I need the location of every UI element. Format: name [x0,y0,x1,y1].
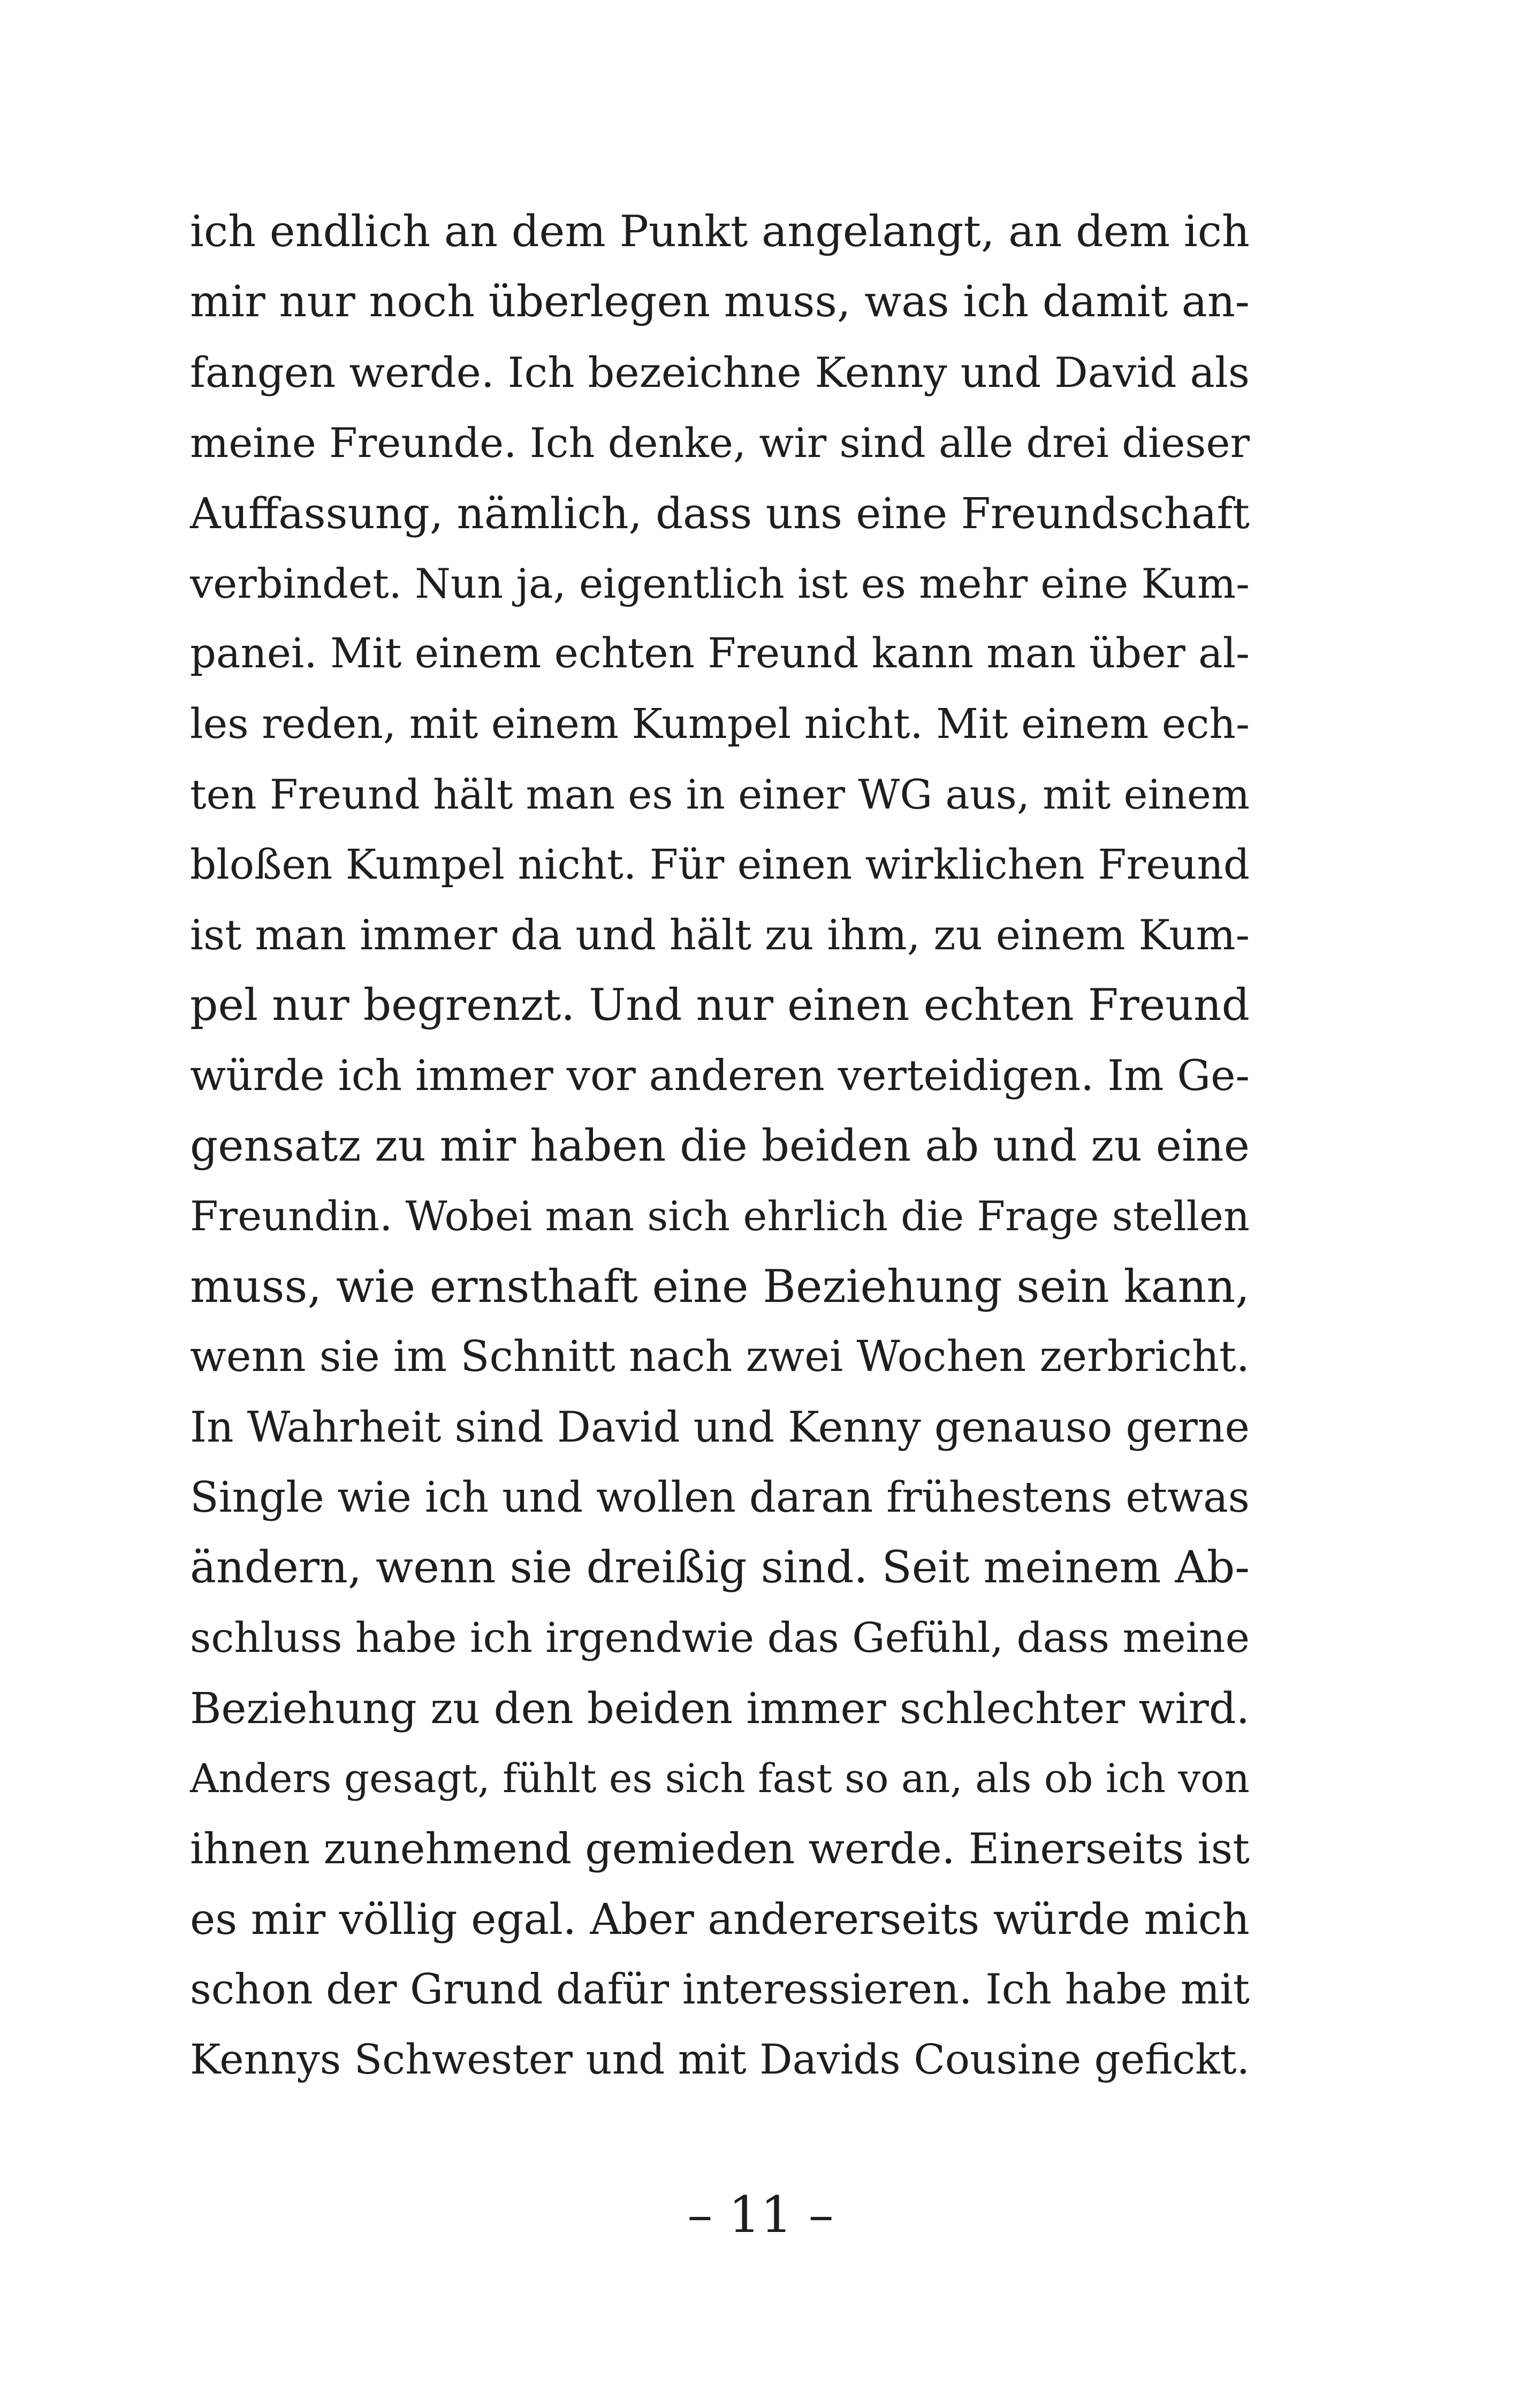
text-line: schluss habe ich irgendwie das Gefühl, dass meine [190,1614,1250,1662]
text-line: es mir völlig egal. Aber andererseits würde mich [190,1894,1250,1945]
text-line: ten Freund hält man es in einer WG aus, mit einem [190,771,1250,819]
text-line: In Wahrheit sind David und Kenny genauso gerne [190,1402,1250,1452]
text-line: Auffassung, nämlich, dass uns eine Freundschaft [190,488,1250,538]
text-line: mir nur noch überlegen muss, was ich damit an- [190,277,1250,327]
text-line: ich endlich an dem Punkt angelangt, an dem ich [190,207,1250,257]
text-line: pel nur begrenzt. Und nur einen echten Freund [190,980,1250,1031]
text-line: verbindet. Nun ja, eigentlich ist es mehr eine Kum- [190,559,1250,607]
text-line: muss, wie ernsthaft eine Beziehung sein kann, [190,1260,1250,1313]
text-line: Single wie ich und wollen daran frühestens etwas [190,1473,1250,1522]
text-line: fangen werde. Ich bezeichne Kenny und David als [190,348,1250,397]
text-line: meine Freunde. Ich denke, wir sind alle drei dieser [190,419,1250,467]
text-line: schon der Grund dafür interessieren. Ich habe mit [190,1965,1250,2014]
text-line: wenn sie im Schnitt nach zwei Wochen zerbricht. [190,1332,1250,1382]
text-line: bloßen Kumpel nicht. Für einen wirklichen Freund [190,841,1250,889]
text-line: Kennys Schwester und mit Davids Cousine gefickt. [190,2036,1250,2084]
text-line: ihnen zunehmend gemieden werde. Einerseits ist [190,1824,1250,1873]
text-line: Anders gesagt, fühlt es sich fast so an, als ob ich von [190,1756,1250,1802]
body-text [190,197,1250,2095]
text-line: les reden, mit einem Kumpel nicht. Mit einem ech- [190,700,1250,748]
text-line: Freundin. Wobei man sich ehrlich die Frage stellen [190,1192,1250,1240]
text-line: panei. Mit einem echten Freund kann man über al- [190,630,1250,678]
page-number: – 11 – [687,2186,834,2244]
text-line: Beziehung zu den beiden immer schlechter wird. [190,1683,1250,1734]
text-line: würde ich immer vor anderen verteidigen. Im Ge- [190,1051,1250,1100]
text-line: ändern, wenn sie dreißig sind. Seit meinem Ab- [190,1542,1250,1594]
text-line: ist man immer da und hält zu ihm, zu einem Kum- [190,910,1250,959]
text-line: gensatz zu mir haben die beiden ab und zu eine [190,1121,1250,1172]
